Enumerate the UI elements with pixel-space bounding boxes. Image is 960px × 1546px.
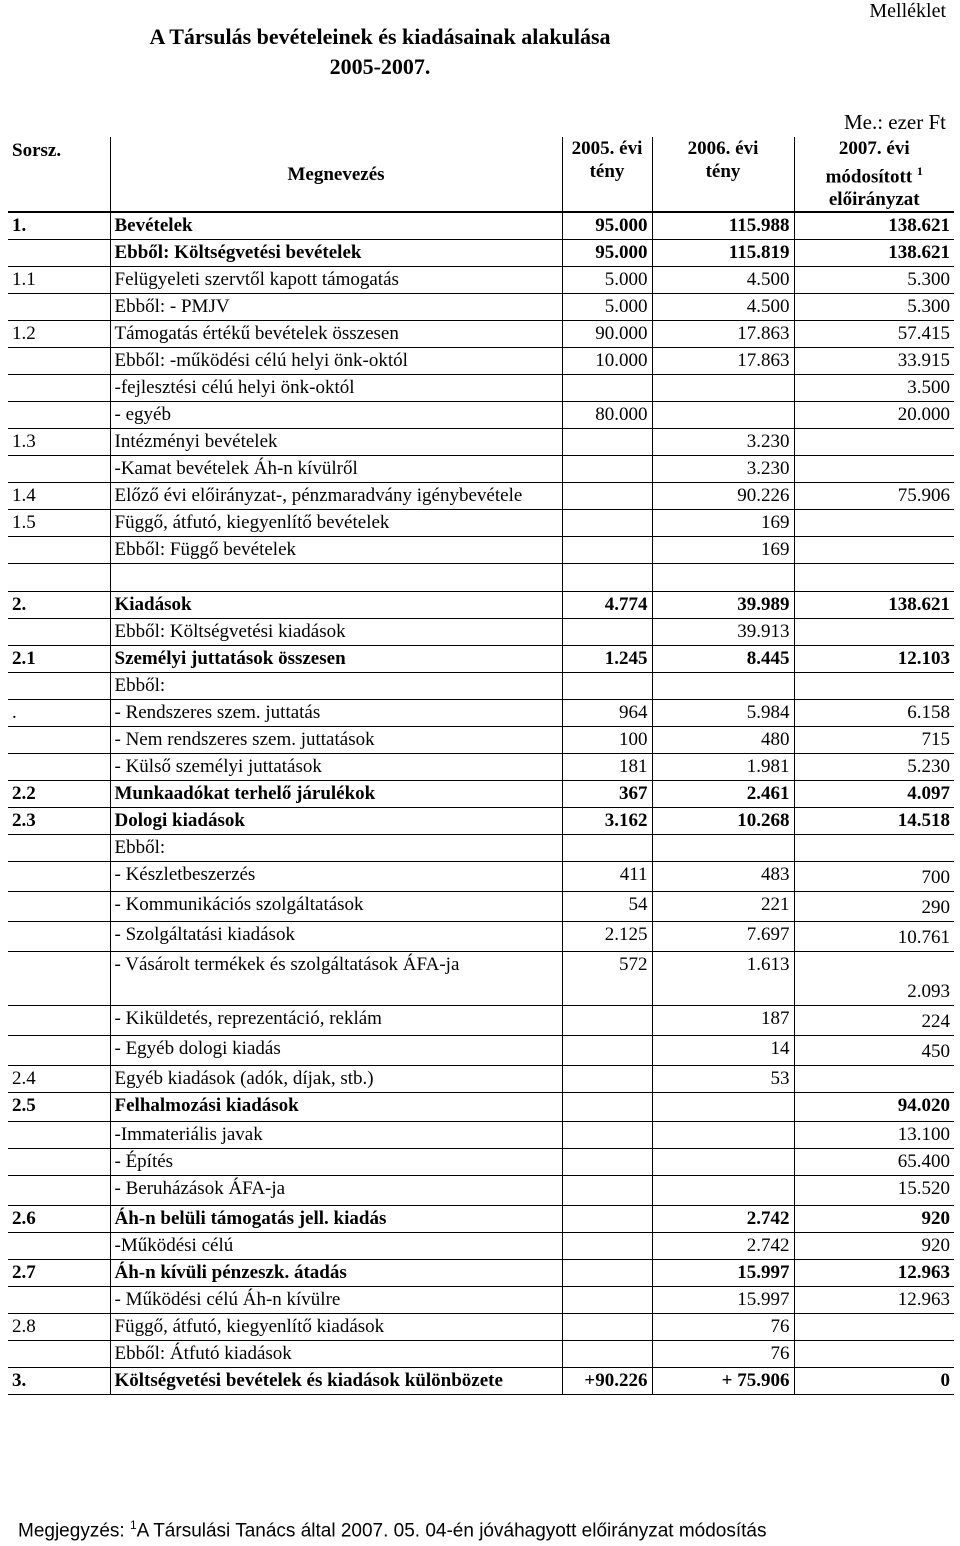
- value-2007: 715: [794, 727, 954, 754]
- row-name: [110, 564, 562, 592]
- title-line-1: A Társulás bevételeinek és kiadásainak alakulása: [149, 24, 611, 49]
- value-2006: 76: [652, 1341, 794, 1368]
- row-name: - Kommunikációs szolgáltatások: [110, 892, 562, 922]
- value-2006: 483: [652, 862, 794, 892]
- table-row: [8, 1176, 954, 1206]
- value-2006: 169: [652, 510, 794, 537]
- row-number: [8, 1036, 110, 1066]
- row-number: [8, 564, 110, 592]
- value-2005: 411: [562, 862, 652, 892]
- table-row: [8, 1314, 954, 1341]
- attachment-label: Melléklet: [869, 0, 946, 22]
- value-2005: [562, 1176, 652, 1206]
- value-2007: 94.020: [794, 1093, 954, 1122]
- row-number: [8, 537, 110, 564]
- row-number: 2.: [8, 592, 110, 619]
- row-name: Támogatás értékű bevételek összesen: [110, 321, 562, 348]
- value-2005: 54: [562, 892, 652, 922]
- value-2006: 14: [652, 1036, 794, 1066]
- value-2006: [652, 1176, 794, 1206]
- value-2005: [562, 1233, 652, 1260]
- row-name: -Kamat bevételek Áh-n kívülről: [110, 456, 562, 483]
- row-number: [8, 892, 110, 922]
- table-row: [8, 892, 954, 922]
- budget-table-body: [8, 137, 954, 1395]
- value-2005: [562, 1149, 652, 1176]
- row-name: Függő, átfutó, kiegyenlítő bevételek: [110, 510, 562, 537]
- footnote-prefix: Megjegyzés:: [18, 1520, 130, 1542]
- row-name: - Egyéb dologi kiadás: [110, 1036, 562, 1066]
- row-name: Költségvetési bevételek és kiadások különbözete: [110, 1368, 562, 1395]
- value-2007: 138.621: [794, 240, 954, 267]
- row-number: .: [8, 700, 110, 727]
- row-name: - Rendszeres szem. juttatás: [110, 700, 562, 727]
- value-2006: 115.988: [652, 212, 794, 240]
- table-row: [8, 592, 954, 619]
- table-row: [8, 862, 954, 892]
- value-2007: [794, 456, 954, 483]
- table-row: [8, 1206, 954, 1233]
- row-name: Egyéb kiadások (adók, díjak, stb.): [110, 1066, 562, 1093]
- value-2006: 115.819: [652, 240, 794, 267]
- value-2007: [794, 537, 954, 564]
- row-number: [8, 348, 110, 375]
- value-2006: 480: [652, 727, 794, 754]
- row-name: Ebből: Átfutó kiadások: [110, 1341, 562, 1368]
- row-name: Áh-n belüli támogatás jell. kiadás: [110, 1206, 562, 1233]
- value-2006: 4.500: [652, 267, 794, 294]
- row-number: [8, 952, 110, 1006]
- row-name: Ebből: - PMJV: [110, 294, 562, 321]
- row-number: [8, 1176, 110, 1206]
- value-2006: [652, 402, 794, 429]
- row-name: Ebből: Költségvetési bevételek: [110, 240, 562, 267]
- row-name: Ebből: Költségvetési kiadások: [110, 619, 562, 646]
- value-2007: 700: [794, 862, 954, 892]
- table-row: [8, 1368, 954, 1395]
- value-2005: [562, 1006, 652, 1036]
- value-2007: 920: [794, 1233, 954, 1260]
- table-row: [8, 402, 954, 429]
- row-number: [8, 1233, 110, 1260]
- table-row: [8, 1260, 954, 1287]
- header-megnevezes: [110, 137, 562, 212]
- value-2005: 1.245: [562, 646, 652, 673]
- row-number: 1.4: [8, 483, 110, 510]
- value-2006: 5.984: [652, 700, 794, 727]
- value-2007: 12.103: [794, 646, 954, 673]
- row-name: Kiadások: [110, 592, 562, 619]
- row-name: -fejlesztési célú helyi önk-októl: [110, 375, 562, 402]
- row-number: [8, 375, 110, 402]
- value-2007: 920: [794, 1206, 954, 1233]
- table-row: [8, 1149, 954, 1176]
- value-2007: 5.300: [794, 294, 954, 321]
- value-2006: 2.742: [652, 1233, 794, 1260]
- row-number: 1.2: [8, 321, 110, 348]
- row-name: Áh-n kívüli pénzeszk. átadás: [110, 1260, 562, 1287]
- value-2007: 12.963: [794, 1260, 954, 1287]
- row-number: 1.: [8, 212, 110, 240]
- header-2007-footnote-mark: 1: [916, 164, 923, 178]
- value-2006: 3.230: [652, 456, 794, 483]
- row-number: [8, 456, 110, 483]
- value-2006: 7.697: [652, 922, 794, 952]
- value-2005: [562, 619, 652, 646]
- row-name: -Immateriális javak: [110, 1122, 562, 1149]
- value-2005: 10.000: [562, 348, 652, 375]
- value-2007: [794, 1341, 954, 1368]
- table-row: [8, 1122, 954, 1149]
- row-name: - Készletbeszerzés: [110, 862, 562, 892]
- table-row: [8, 1006, 954, 1036]
- table-row: [8, 1093, 954, 1122]
- table-row: [8, 1066, 954, 1093]
- row-number: 2.2: [8, 781, 110, 808]
- value-2007: 14.518: [794, 808, 954, 835]
- row-number: [8, 754, 110, 781]
- table-row: [8, 1287, 954, 1314]
- value-2006: [652, 375, 794, 402]
- value-2007: 12.963: [794, 1287, 954, 1314]
- value-2005: [562, 835, 652, 862]
- value-2005: 572: [562, 952, 652, 1006]
- table-row: [8, 321, 954, 348]
- value-2005: [562, 375, 652, 402]
- value-2007: [794, 619, 954, 646]
- row-name: Ebből:: [110, 673, 562, 700]
- value-2007: 13.100: [794, 1122, 954, 1149]
- value-2007: 6.158: [794, 700, 954, 727]
- table-row: [8, 619, 954, 646]
- header-2005-line2: tény: [589, 161, 625, 182]
- value-2007: [794, 1066, 954, 1093]
- value-2007: 5.230: [794, 754, 954, 781]
- value-2007: 75.906: [794, 483, 954, 510]
- row-name: - Működési célú Áh-n kívülre: [110, 1287, 562, 1314]
- value-2006: [652, 1093, 794, 1122]
- header-2005: [562, 137, 652, 212]
- header-2007-modositott: módosított: [825, 166, 913, 188]
- value-2007: [794, 1314, 954, 1341]
- row-name: Dologi kiadások: [110, 808, 562, 835]
- unit-label: Me.: ezer Ft: [843, 110, 946, 134]
- value-2006: 2.461: [652, 781, 794, 808]
- row-number: [8, 922, 110, 952]
- row-number: 1.3: [8, 429, 110, 456]
- value-2005: 90.000: [562, 321, 652, 348]
- table-row: [8, 922, 954, 952]
- value-2006: 169: [652, 537, 794, 564]
- row-name: Ebből:: [110, 835, 562, 862]
- table-row: [8, 835, 954, 862]
- table-row: [8, 808, 954, 835]
- header-2006: [652, 137, 794, 212]
- row-name: - Kiküldetés, reprezentáció, reklám: [110, 1006, 562, 1036]
- value-2007: 0: [794, 1368, 954, 1395]
- value-2006: 10.268: [652, 808, 794, 835]
- value-2005: [562, 1093, 652, 1122]
- table-row: [8, 537, 954, 564]
- row-number: [8, 727, 110, 754]
- value-2006: 1.613: [652, 952, 794, 1006]
- page-title: [130, 22, 630, 82]
- value-2005: [562, 1341, 652, 1368]
- value-2006: 221: [652, 892, 794, 922]
- value-2007: 2.093: [794, 952, 954, 1006]
- value-2005: [562, 564, 652, 592]
- title-line-2: 2005-2007.: [329, 54, 431, 79]
- footnote-mark: 1: [129, 1518, 137, 1532]
- value-2005: 5.000: [562, 294, 652, 321]
- value-2007: [794, 564, 954, 592]
- value-2005: [562, 429, 652, 456]
- header-row: [8, 137, 954, 212]
- value-2005: [562, 1260, 652, 1287]
- value-2007: [794, 673, 954, 700]
- row-name: Intézményi bevételek: [110, 429, 562, 456]
- row-number: 1.1: [8, 267, 110, 294]
- table-row: [8, 1233, 954, 1260]
- value-2006: 4.500: [652, 294, 794, 321]
- row-number: [8, 619, 110, 646]
- table-row: [8, 456, 954, 483]
- value-2006: [652, 1122, 794, 1149]
- row-number: 1.5: [8, 510, 110, 537]
- value-2006: 187: [652, 1006, 794, 1036]
- value-2006: 53: [652, 1066, 794, 1093]
- value-2007: 57.415: [794, 321, 954, 348]
- row-number: [8, 673, 110, 700]
- value-2005: [562, 1206, 652, 1233]
- value-2006: + 75.906: [652, 1368, 794, 1395]
- table-row: [8, 510, 954, 537]
- table-row: [8, 727, 954, 754]
- row-name: Előző évi előirányzat-, pénzmaradvány igénybevétele: [110, 483, 562, 510]
- value-2006: 17.863: [652, 348, 794, 375]
- row-name: - Szolgáltatási kiadások: [110, 922, 562, 952]
- row-number: 2.7: [8, 1260, 110, 1287]
- table-row: [8, 267, 954, 294]
- value-2005: [562, 1314, 652, 1341]
- value-2005: 100: [562, 727, 652, 754]
- header-megnevezes-label: Megnevezés: [287, 163, 385, 185]
- table-row: [8, 754, 954, 781]
- row-number: [8, 1149, 110, 1176]
- row-number: 3.: [8, 1368, 110, 1395]
- row-name: - Vásárolt termékek és szolgáltatások ÁFA-ja: [110, 952, 562, 1006]
- value-2005: [562, 483, 652, 510]
- value-2005: [562, 1036, 652, 1066]
- budget-table: [8, 137, 954, 1395]
- table-row: [8, 240, 954, 267]
- value-2006: 8.445: [652, 646, 794, 673]
- table-row: [8, 952, 954, 1006]
- value-2007: 65.400: [794, 1149, 954, 1176]
- value-2005: 95.000: [562, 240, 652, 267]
- table-row: [8, 1341, 954, 1368]
- row-name: Személyi juttatások összesen: [110, 646, 562, 673]
- value-2005: +90.226: [562, 1368, 652, 1395]
- value-2006: 2.742: [652, 1206, 794, 1233]
- row-name: Ebből: Függő bevételek: [110, 537, 562, 564]
- row-name: - egyéb: [110, 402, 562, 429]
- value-2005: [562, 456, 652, 483]
- row-name: Felügyeleti szervtől kapott támogatás: [110, 267, 562, 294]
- table-row: [8, 564, 954, 592]
- value-2006: 15.997: [652, 1287, 794, 1314]
- header-sorsz: [8, 137, 110, 212]
- row-number: 2.3: [8, 808, 110, 835]
- header-2007-line2: [799, 160, 951, 188]
- value-2005: 5.000: [562, 267, 652, 294]
- value-2007: 4.097: [794, 781, 954, 808]
- value-2006: 17.863: [652, 321, 794, 348]
- value-2007: 15.520: [794, 1176, 954, 1206]
- row-number: 2.1: [8, 646, 110, 673]
- value-2007: 138.621: [794, 592, 954, 619]
- table-row: [8, 294, 954, 321]
- header-2006-line2: tény: [705, 161, 741, 182]
- row-name: - Nem rendszeres szem. juttatások: [110, 727, 562, 754]
- value-2005: 3.162: [562, 808, 652, 835]
- header-sorsz-label: Sorsz.: [12, 140, 62, 161]
- row-name: - Építés: [110, 1149, 562, 1176]
- value-2007: 450: [794, 1036, 954, 1066]
- row-number: [8, 1122, 110, 1149]
- value-2006: 39.913: [652, 619, 794, 646]
- row-name: - Külső személyi juttatások: [110, 754, 562, 781]
- row-number: [8, 1341, 110, 1368]
- header-2007-line3: előirányzat: [828, 189, 920, 211]
- value-2007: 33.915: [794, 348, 954, 375]
- table-row: [8, 429, 954, 456]
- value-2005: 95.000: [562, 212, 652, 240]
- row-number: [8, 294, 110, 321]
- row-name: -Működési célú: [110, 1233, 562, 1260]
- value-2007: [794, 835, 954, 862]
- value-2007: 224: [794, 1006, 954, 1036]
- value-2007: 20.000: [794, 402, 954, 429]
- value-2007: 290: [794, 892, 954, 922]
- value-2006: [652, 835, 794, 862]
- row-name: Felhalmozási kiadások: [110, 1093, 562, 1122]
- value-2006: [652, 1149, 794, 1176]
- row-number: [8, 1006, 110, 1036]
- row-number: 2.8: [8, 1314, 110, 1341]
- table-row: [8, 212, 954, 240]
- row-number: [8, 1287, 110, 1314]
- footnote: [18, 1518, 767, 1542]
- table-row: [8, 700, 954, 727]
- footnote-text: A Társulási Tanács által 2007. 05. 04-én jóváhagyott előirányzat módosítás: [136, 1520, 767, 1542]
- value-2005: 181: [562, 754, 652, 781]
- row-name: Függő, átfutó, kiegyenlítő kiadások: [110, 1314, 562, 1341]
- value-2005: [562, 673, 652, 700]
- value-2006: [652, 564, 794, 592]
- row-number: [8, 240, 110, 267]
- value-2006: 90.226: [652, 483, 794, 510]
- table-row: [8, 348, 954, 375]
- table-row: [8, 673, 954, 700]
- value-2005: 964: [562, 700, 652, 727]
- value-2005: 80.000: [562, 402, 652, 429]
- table-row: [8, 375, 954, 402]
- header-2007-line1: 2007. évi: [838, 138, 910, 159]
- row-number: [8, 862, 110, 892]
- value-2006: 3.230: [652, 429, 794, 456]
- value-2007: [794, 510, 954, 537]
- table-row: [8, 781, 954, 808]
- value-2007: 10.761: [794, 922, 954, 952]
- value-2005: 367: [562, 781, 652, 808]
- row-name: Munkaadókat terhelő járulékok: [110, 781, 562, 808]
- value-2006: 1.981: [652, 754, 794, 781]
- value-2007: 3.500: [794, 375, 954, 402]
- row-number: [8, 835, 110, 862]
- header-2006-line1: 2006. évi: [687, 138, 759, 159]
- value-2005: [562, 1287, 652, 1314]
- row-number: 2.6: [8, 1206, 110, 1233]
- value-2006: [652, 673, 794, 700]
- table-row: [8, 646, 954, 673]
- value-2006: 15.997: [652, 1260, 794, 1287]
- value-2007: 138.621: [794, 212, 954, 240]
- header-2005-line1: 2005. évi: [571, 138, 643, 159]
- value-2007: [794, 429, 954, 456]
- value-2007: 5.300: [794, 267, 954, 294]
- value-2005: [562, 1066, 652, 1093]
- value-2005: [562, 510, 652, 537]
- row-name: Ebből: -működési célú helyi önk-októl: [110, 348, 562, 375]
- value-2005: [562, 537, 652, 564]
- row-name: - Beruházások ÁFA-ja: [110, 1176, 562, 1206]
- table-row: [8, 1036, 954, 1066]
- value-2005: 4.774: [562, 592, 652, 619]
- value-2005: 2.125: [562, 922, 652, 952]
- table-row: [8, 483, 954, 510]
- row-number: 2.5: [8, 1093, 110, 1122]
- row-number: [8, 402, 110, 429]
- value-2005: [562, 1122, 652, 1149]
- value-2006: 39.989: [652, 592, 794, 619]
- row-name: Bevételek: [110, 212, 562, 240]
- header-2007: [794, 137, 954, 212]
- value-2006: 76: [652, 1314, 794, 1341]
- row-number: 2.4: [8, 1066, 110, 1093]
